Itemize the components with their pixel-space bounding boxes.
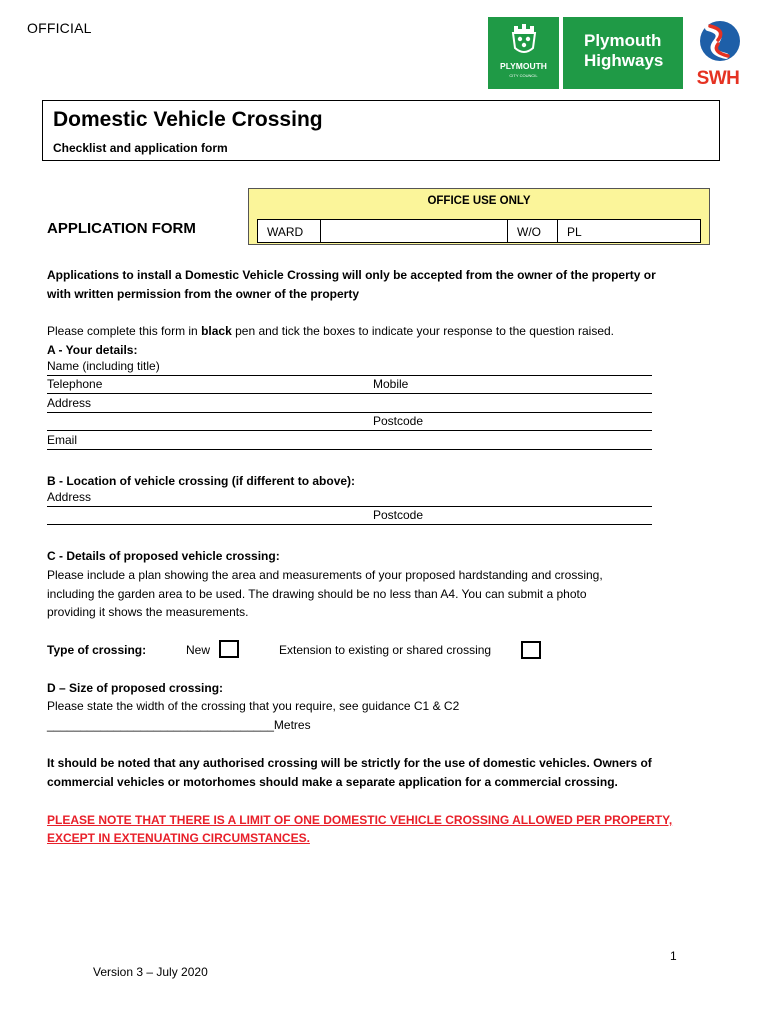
extension-crossing-checkbox[interactable] xyxy=(521,641,541,659)
application-form-label: APPLICATION FORM xyxy=(47,220,196,237)
page-title: Domestic Vehicle Crossing xyxy=(53,108,323,131)
section-c-heading: C - Details of proposed vehicle crossing: xyxy=(47,549,280,563)
postcode-label: Postcode xyxy=(373,414,424,428)
council-name: PLYMOUTH xyxy=(500,61,547,71)
email-field[interactable] xyxy=(47,433,652,450)
location-postcode-label: Postcode xyxy=(373,508,424,522)
office-use-heading: OFFICE USE ONLY xyxy=(427,195,531,207)
castle-crest-icon xyxy=(510,22,538,58)
instruction-before: Please complete this form in xyxy=(47,324,202,338)
highways-logo-line2: Highways xyxy=(584,51,664,70)
name-field[interactable] xyxy=(47,359,652,376)
type-of-crossing-label: Type of crossing: xyxy=(47,643,147,657)
location-address-label: Address xyxy=(47,490,92,504)
council-sub: CITY COUNCIL xyxy=(509,73,538,78)
section-b-heading: B - Location of vehicle crossing (if different to above): xyxy=(47,474,356,488)
location-address-field[interactable] xyxy=(47,490,652,507)
intro-line-1: Applications to install a Domestic Vehicle Crossing will only be accepted from the owner of the property or xyxy=(47,268,656,282)
ward-value-cell[interactable] xyxy=(321,220,508,242)
telephone-field[interactable] xyxy=(47,377,652,394)
address-label: Address xyxy=(47,396,92,410)
section-c-line-3: providing it shows the measurements. xyxy=(47,605,249,619)
classification-label: OFFICIAL xyxy=(27,20,92,36)
mobile-label: Mobile xyxy=(373,377,409,391)
instruction-after: pen and tick the boxes to indicate your response to the question raised. xyxy=(231,324,615,338)
name-label: Name (including title) xyxy=(47,359,160,373)
new-crossing-checkbox[interactable] xyxy=(219,640,239,658)
swh-logo-text: SWH xyxy=(696,68,740,89)
option-extension-label: Extension to existing or shared crossing xyxy=(279,643,492,657)
page-subtitle: Checklist and application form xyxy=(53,141,228,155)
instruction xyxy=(47,322,614,341)
section-c-line-1: Please include a plan showing the area and measurements of your proposed hardstanding and crossing, xyxy=(47,568,603,582)
postcode-field[interactable] xyxy=(47,414,652,431)
email-label: Email xyxy=(47,433,78,447)
warning-line-2: EXCEPT IN EXTENUATING CIRCUMSTANCES. xyxy=(47,831,310,845)
office-use-table xyxy=(257,219,701,243)
instruction-emphasis: black xyxy=(201,324,232,338)
telephone-label: Telephone xyxy=(47,377,103,391)
plymouth-highways-logo xyxy=(563,17,683,89)
plymouth-city-council-logo xyxy=(488,17,559,89)
swh-logo xyxy=(690,14,746,94)
highways-logo-line1: Plymouth xyxy=(584,31,662,50)
wo-cell: W/O xyxy=(508,220,558,242)
section-d-heading: D – Size of proposed crossing: xyxy=(47,681,224,695)
location-postcode-field[interactable] xyxy=(47,508,652,525)
warning-line-1: PLEASE NOTE THAT THERE IS A LIMIT OF ONE DOMESTIC VEHICLE CROSSING ALLOWED PER PROPERTY, xyxy=(47,813,673,827)
option-new-label: New xyxy=(186,643,211,657)
section-a-heading: A - Your details: xyxy=(47,343,138,357)
section-d-line-1: Please state the width of the crossing that you require, see guidance C1 & C2 xyxy=(47,699,460,713)
width-metres-field[interactable]: __________________________________Metres xyxy=(47,718,311,732)
intro-line-2: with written permission from the owner of the property xyxy=(47,287,360,301)
version-label: Version 3 – July 2020 xyxy=(93,965,208,979)
section-c-line-2: including the garden area to be used. The drawing should be no less than A4. You can submit a photo xyxy=(47,587,587,601)
note-line-2: commercial vehicles or motorhomes should make a separate application for a commercial crossing. xyxy=(47,775,618,789)
note-line-1: It should be noted that any authorised crossing will be strictly for the use of domestic vehicles. Owners of xyxy=(47,756,652,770)
pl-cell: PL xyxy=(567,225,582,239)
page-number: 1 xyxy=(670,949,677,963)
address-field[interactable] xyxy=(47,396,652,413)
ward-cell: WARD xyxy=(258,220,321,242)
swh-emblem-icon xyxy=(690,14,746,70)
